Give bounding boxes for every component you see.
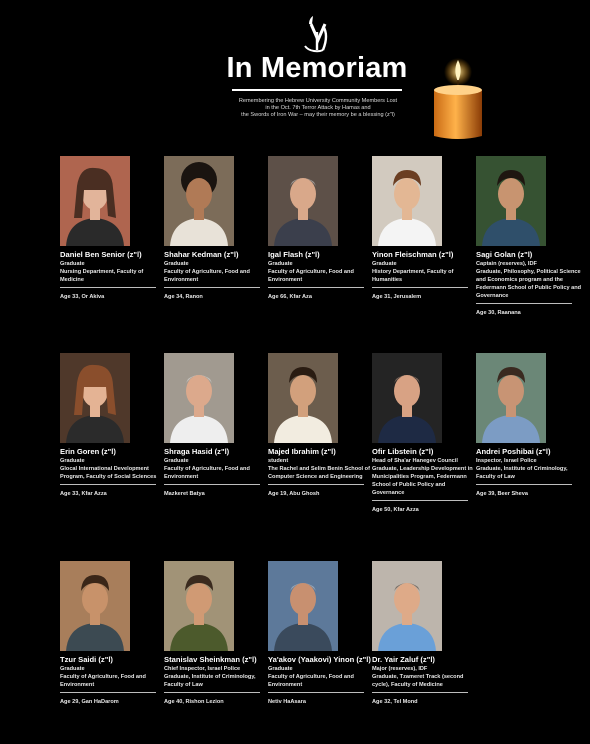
person-age-location: Netiv HaAsara (268, 699, 306, 705)
person-role: Graduate (60, 666, 85, 672)
portrait-image (372, 156, 442, 246)
card-divider (268, 692, 364, 693)
portrait-image (60, 156, 130, 246)
portrait-photo (164, 353, 234, 443)
portrait-photo (476, 353, 546, 443)
person-name: Ofir Libstein (z"l) (372, 447, 434, 456)
portrait-image (476, 156, 546, 246)
person-affiliation: Nursing Department, Faculty of Medicine (60, 269, 144, 283)
portrait-photo (372, 353, 442, 443)
person-affiliation: Faculty of Agriculture, Food and Environment (60, 674, 146, 688)
card-divider (60, 692, 156, 693)
person-role: Head of Sha'ar Hanegev Council (372, 458, 458, 464)
person-affiliation: History Department, Faculty of Humanities (372, 269, 454, 283)
person-affiliation: Faculty of Agriculture, Food and Environment (268, 269, 354, 283)
person-role: Graduate (164, 261, 189, 267)
person-age-location: Age 33, Kfar Azza (60, 491, 107, 497)
portrait-image (268, 561, 338, 651)
card-divider (372, 692, 468, 693)
person-info (60, 655, 166, 706)
person-age-location: Age 29, Gan HaDarom (60, 699, 119, 705)
subtitle-line: the Swords of Iron War – may their memory be a blessing (z"l) (241, 112, 395, 118)
portrait-photo (60, 156, 130, 246)
portrait-photo (372, 156, 442, 246)
card-divider (164, 287, 260, 288)
person-age-location: Age 19, Abu Ghosh (268, 491, 320, 497)
person-affiliation: Graduate, Philosophy, Political Science and Economics program and the Federmann School of Public Policy and Governance (476, 269, 582, 299)
portrait-image (372, 353, 442, 443)
person-name: Majed Ibrahim (z"l) (268, 447, 336, 456)
person-age-location: Mazkeret Batya (164, 491, 205, 497)
portrait-image (372, 561, 442, 651)
person-info (164, 655, 270, 706)
person-name: Igal Flash (z"l) (268, 250, 320, 259)
portrait-image (164, 353, 234, 443)
page-subtitle (214, 98, 422, 119)
person-name: Tzur Saidi (z"l) (60, 655, 113, 664)
person-info (164, 447, 270, 498)
person-age-location: Age 30, Raanana (476, 310, 521, 316)
person-info (476, 250, 582, 317)
portrait-photo (268, 156, 338, 246)
portrait-image (60, 353, 130, 443)
person-affiliation: Faculty of Agriculture, Food and Environment (164, 466, 250, 480)
person-name: Erin Goren (z"l) (60, 447, 116, 456)
person-info (372, 250, 478, 301)
memorial-candle-icon (430, 56, 486, 142)
person-age-location: Age 39, Beer Sheva (476, 491, 528, 497)
card-divider (164, 484, 260, 485)
card-divider (268, 287, 364, 288)
person-role: Major (reserves), IDF (372, 666, 428, 672)
portrait-image (476, 353, 546, 443)
card-divider (164, 692, 260, 693)
person-info (372, 655, 478, 706)
person-info (268, 655, 374, 706)
portrait-photo (164, 561, 234, 651)
person-name: Dr. Yair Zaluf (z"l) (372, 655, 435, 664)
person-age-location: Age 40, Rishon Lezion (164, 699, 224, 705)
portrait-image (268, 156, 338, 246)
person-name: Shraga Hasid (z"l) (164, 447, 230, 456)
portrait-photo (476, 156, 546, 246)
person-affiliation: Faculty of Agriculture, Food and Environment (268, 674, 354, 688)
person-name: Yinon Fleischman (z"l) (372, 250, 454, 259)
person-role: Inspector, Israel Police (476, 458, 537, 464)
person-info (372, 447, 478, 514)
person-age-location: Age 32, Tel Mond (372, 699, 418, 705)
person-info (476, 447, 582, 498)
title-divider (232, 89, 402, 91)
person-role: Graduate (268, 666, 293, 672)
portrait-image (164, 561, 234, 651)
subtitle-line: Remembering the Hebrew University Community Members Lost (238, 98, 398, 104)
card-divider (476, 303, 572, 304)
card-divider (60, 287, 156, 288)
card-divider (476, 484, 572, 485)
person-role: Graduate (60, 458, 85, 464)
card-divider (372, 500, 468, 501)
person-role: Graduate (164, 458, 189, 464)
portrait-image (60, 561, 130, 651)
person-affiliation: Glocal International Development Program, Faculty of Social Sciences (60, 466, 157, 480)
person-age-location: Age 31, Jerusalem (372, 294, 422, 300)
person-info (60, 250, 166, 301)
portrait-photo (60, 561, 130, 651)
person-age-location: Age 34, Ranon (164, 294, 203, 300)
card-divider (268, 484, 364, 485)
person-name: Shahar Kedman (z"l) (164, 250, 239, 259)
person-age-location: Age 33, Or Akiva (60, 294, 105, 300)
person-info (60, 447, 166, 498)
person-name: Daniel Ben Senior (z"l) (60, 250, 142, 259)
person-role: Chief Inspector, Israel Police (164, 666, 241, 672)
subtitle-line: in the Oct. 7th Terror Attack by Hamas and (265, 105, 371, 111)
person-name: Stanislav Sheinkman (z"l) (164, 655, 257, 664)
person-age-location: Age 66, Kfar Aza (268, 294, 312, 300)
person-info (268, 250, 374, 301)
person-name: Sagi Golan (z"l) (476, 250, 533, 259)
person-affiliation: Graduate, Institute of Criminology, Faculty of Law (164, 674, 256, 688)
person-affiliation: The Rachel and Selim Benin School of Computer Science and Engineering (268, 466, 370, 480)
person-affiliation: Faculty of Agriculture, Food and Environment (164, 269, 250, 283)
person-affiliation: Graduate, Tzameret Track (second cycle), Faculty of Medicine (372, 674, 464, 688)
person-role: Graduate (268, 261, 293, 267)
person-info (164, 250, 270, 301)
portrait-photo (268, 353, 338, 443)
header (0, 0, 590, 150)
person-role: student (268, 458, 289, 464)
card-divider (372, 287, 468, 288)
person-name: Andrei Poshibai (z"l) (476, 447, 551, 456)
person-info (268, 447, 374, 498)
portrait-photo (372, 561, 442, 651)
person-affiliation: Graduate, Leadership Development in Municipalities Program, Federmann School of Public Policy and Governance (372, 466, 473, 496)
person-name: Ya'akov (Yaakovi) Yinon (z"l) (268, 655, 371, 664)
page-title: In Memoriam (226, 52, 408, 84)
portrait-photo (60, 353, 130, 443)
person-role: Graduate (372, 261, 397, 267)
portrait-image (268, 353, 338, 443)
portrait-image (164, 156, 234, 246)
person-age-location: Age 50, Kfar Azza (372, 507, 419, 513)
university-logo (299, 10, 333, 54)
portrait-photo (164, 156, 234, 246)
person-role: Graduate (60, 261, 85, 267)
person-affiliation: Graduate, Institute of Criminology, Faculty of Law (476, 466, 568, 480)
person-role: Captain (reserves), IDF (476, 261, 537, 267)
portrait-photo (268, 561, 338, 651)
card-divider (60, 484, 156, 485)
